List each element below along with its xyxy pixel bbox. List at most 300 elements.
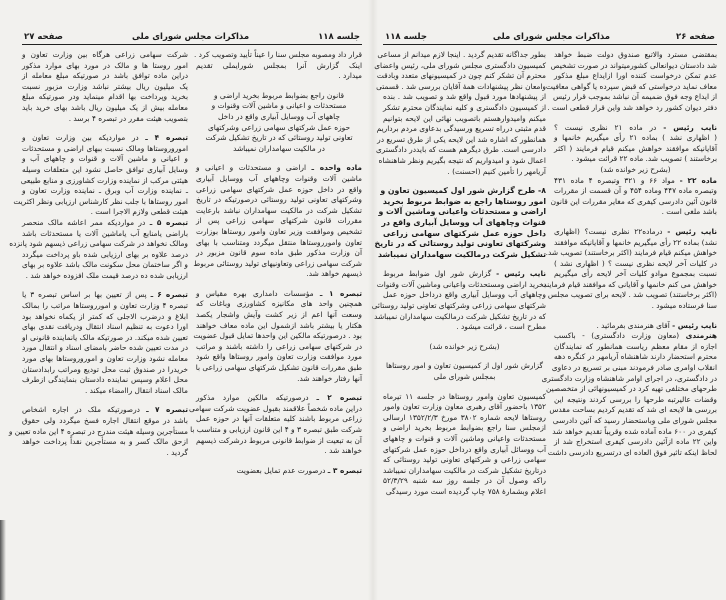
line-text: امور روستاها راجع به ضوابط مربوط بخرید [382,196,546,206]
text-line [545,81,717,93]
paragraph-lead: نایب رئیس - [496,269,546,279]
header-session: جلسه ۱۱۸ [385,32,427,42]
line-text: آریامهر را تأمین کنیم (احسنت) . [447,166,546,176]
text-line [196,91,362,102]
text-line [376,124,546,135]
text-line [196,123,362,134]
line-text: وشرکتهای تعاونی تولید روستائی درصورتیکه در تاریخ [196,195,362,205]
text-line [549,405,717,416]
text-line [196,163,362,174]
line-text: ارزیابی شده ده درصد قیمت ملک افزوده خواهد شد . [25,270,188,280]
line-text: زراعی مربوط باشند کلیه متعلقات آنها در حوزه عمل [196,414,362,424]
body-paragraph [8,405,188,458]
line-text: وسعت آنها اعم از زیر کشت وآیش واشجار یکصد [196,310,362,320]
text-line [22,343,188,354]
paragraph-lead: نایب رئیس - [672,320,717,330]
text-line [377,134,546,146]
line-text: اراضی و مستحدثات و اعیانی و [196,163,307,173]
text-line [554,331,717,342]
text-line [383,466,546,477]
page-26 [371,30,717,498]
text-line [383,455,546,466]
line-text: از ایداع وجه فوق ضمیمه آن نباشد بموجب قرار رئیس [553,92,717,102]
text-line [383,476,546,487]
column-left [8,50,188,476]
text-line [22,186,188,197]
text-line [383,372,546,383]
line-text: از کمیسیون دادگستری و کلیه نمایندگان محترم تشکر [383,102,546,112]
text-line [554,342,717,353]
column-right [189,50,362,476]
line-text: درصد علاوه بر بهای ارزیابی شده باو پرداخت میگردد [22,249,188,259]
body-paragraph [9,217,188,282]
line-text: همچنین واحد های مکانیزه کشاورزی وباغات که [196,299,362,309]
text-line [554,269,717,280]
line-text: کیفری در ۶۰۰ ماده آماده شده وقریباً تقدیم خواهد شد [552,426,717,436]
center-paragraph [554,165,717,176]
text-line [554,71,717,82]
text-line [550,196,717,208]
text-line [383,434,546,445]
line-text: وتبصره ماده ۴۴۷ وماده ۴۵۴ و آن قسمت از مقررات [554,186,717,196]
text-line [196,206,362,217]
text-line [383,392,546,403]
paragraph-lead: ماده واحده ـ [311,163,362,173]
text-line [22,61,188,72]
line-text: اورا دعوت به تنظیم اسناد انتقال ودریافت نقدی بهای [22,322,188,332]
text-line [22,405,188,416]
line-text: امور روستاها با جلب نظر کارشناس ارزیابی ونظر اکثریت [13,196,188,206]
text-line [547,290,717,301]
text-line [371,301,546,312]
body-paragraph [193,50,362,82]
line-text: بخرید وپرداخت بها اقدام مینماید ودر صورتیکه مبلغ [22,92,188,102]
line-text: اجازه از مقام معظم ریاست همانطور که نمایندگان [554,341,717,351]
line-text: قنوات وچاههای آب ووسایل آبیاری واقع در [381,217,546,227]
line-text: شرکتهای سهامی زراعی وشرکتهای تعاونی تولید روستائی [371,301,546,311]
body-paragraph [371,269,546,333]
line-text: محترم آن تشکر کنم چون در کمیسیونهای متعدد وبادقت [376,71,546,81]
text-line [551,363,717,374]
text-line [376,71,546,82]
line-text: ازمجلس سنا راجع بضوابط مربوط بخرید اراضی و [383,423,546,433]
header-page-number: صفحه ۲۷ [24,32,63,42]
line-text: بررسی ها لایحه ای شد که تقدیم کردیم بساحت مقدس [549,405,717,415]
line-text: ومالک نخواهد در شرکت سهامی زراعی ذیسهم شود پانزده [9,239,188,249]
line-text: حوزه عمل شرکتهای سهامی زراعی وشرکتهای [207,122,351,132]
body-paragraph [196,466,362,477]
line-text: در شرکتهای سهامی زراعی را داشته باشند و مراتب [196,341,362,351]
paragraph-lead: تبصره ۶ ـ [150,290,188,300]
text-line [22,176,188,187]
text-line [22,365,188,376]
text-line [383,342,546,353]
line-text: هیئت قطعی ولازم الاجرا است . [90,207,188,217]
header-title: مذاکرات مجلس شورای ملی [492,32,611,42]
text-line [545,248,717,259]
line-text: هیئتی مرکب از نماینده وزارت کشاورزی و منابع طبیعی [20,175,188,185]
line-text: دادرسی است. طرق دیگرهم هست که بایددر دادگستری [375,145,546,155]
body-paragraph [374,50,546,177]
text-line [22,92,188,103]
text-line [554,50,717,61]
text-line [196,71,362,82]
text-line [196,195,362,206]
line-text: مستحدثات و اعیانی و ماشین آلات وقنوات و [211,101,347,111]
line-text: ـ نماینده وزارت آب وبرق ـ نماینده وزارت تعاون و [22,186,188,196]
text-line [554,321,717,332]
line-text: وامعان نظر پیشنهادات همهٔ آقایان بررسی شد . قسمتی [376,81,546,91]
line-text: قانون راجع بضوابط مربوط بخرید اراضی و [214,90,344,100]
line-text: معامله بیش از یک میلیون ریال باشد بهای خرید باید [22,102,188,112]
text-line [196,269,362,280]
line-text: وچاههای آب ووسایل آبیاری واقع درداخل حوزه عمل [383,290,546,300]
text-line [383,218,546,229]
text-line [196,342,362,353]
text-line [554,301,717,312]
line-text: در مالکیت سهامداران نمیباشد [233,143,325,153]
text-line [383,322,546,333]
line-text: در مواردیکه ممر اعاشه مالک منحصر [22,217,146,227]
line-text: تعیین شده میکند. در صورتیکه مالک یانماینده قانونی او [22,332,188,342]
body-paragraph [541,331,717,458]
line-text: (بشرح زیر خوانده شد) [600,164,671,174]
line-text: بود . درصورتیکه مالکین این واحدها تمایل قبول عضویت [193,331,362,341]
text-line [196,363,362,374]
line-text: معاف نماید درخواستی که قبض سپرده یا گواهی معافیت [545,81,717,91]
line-text: (معاون وزارت دادگستری) - باکسب [554,331,680,341]
text-line [554,227,717,238]
line-text: اموروروستاها ومالک نسبت ببهای اراضی و مستحدثات [22,143,188,153]
paragraph-lead: تبصره ۲ ـ [316,393,362,403]
center-paragraph [383,342,546,353]
text-line [13,196,188,208]
line-text: تشکیل شرکت درمالکیت سهامداران نمیباشد [377,249,546,259]
line-text: دفتر دیوان کشور رد خواهد شد واین قرار قطعی است . [547,102,717,112]
text-line [547,102,717,114]
paragraph-lead: تبصره ۳ ـ [327,465,362,475]
text-line [196,174,362,185]
text-line [22,301,188,312]
body-paragraph [22,50,188,124]
column-left [371,50,546,498]
text-line [554,186,717,197]
text-columns [371,50,717,498]
column-right [541,50,717,498]
line-text: قانون آئین دادرسی کیفری که مغایر مقررات این قانون [550,196,717,206]
text-line [376,81,546,93]
line-text: بمجلس شورای ملی [433,372,496,382]
text-line [196,248,362,259]
text-line [554,259,717,270]
line-text: هکتار یا بیشتر باشد ازشمول این ماده معاف خواهند [196,320,362,330]
line-text: پس از تعیین بها بر اساس تبصره ۳ یا [22,290,147,300]
line-text: شرکت سهامی زراعی وتعاونیهای تولید روستائی مربوط [193,258,362,268]
line-text: مجلس شورای ملی وباستحضار رسید که آئین دادرسی [552,416,717,425]
text-line [383,423,546,434]
text-line [554,207,717,218]
line-text: طبق مقررات قانون تشکیل شرکتهای سهامی زراعی با [195,363,362,373]
text-line [376,279,546,291]
text-line [196,61,362,72]
line-text: میدارد . [338,71,362,81]
text-line [374,239,546,250]
line-text: مستحدثات واعیانی وماشین آلات و قنوات و چاههای [383,434,546,443]
text-line [377,249,546,261]
text-line [196,238,362,249]
paragraph-lead: نایب رئیس - [663,122,717,132]
text-line [554,416,717,427]
text-line [196,393,362,404]
line-text: درتاریخ تشکیل شرکت در مالکیت سهامداران نمیباشد [383,465,546,475]
text-line [196,446,362,457]
body-paragraph [193,163,362,280]
line-text: اعلام وبشمارهٔ ۷۵۸ چاپ گردیده است مورد رسیدگی [385,486,546,496]
body-paragraph [554,321,717,332]
text-line [196,374,362,385]
text-line [383,167,546,178]
text-line [383,197,546,208]
text-line [22,114,188,125]
text-line [554,352,717,363]
line-text: امور روستا ها و مالک در مورد بهای موارد مذکور [22,60,188,70]
text-line [383,229,546,240]
center-paragraph [383,361,546,382]
text-line [196,112,362,123]
line-text: و اعیانی و ماشین آلات و قنوات و چاههای آب و [22,154,188,164]
page-27 [8,30,362,476]
line-text: تعاون وامورروستاها منتقل میگردد ومتناسب با بهای [196,237,362,247]
text-line [8,426,188,438]
line-text: نشد) بماده ۲۲ رأی میگیریم خانمها و آقایانیکه موافقند [554,237,717,247]
text-line [22,229,188,240]
text-line [374,60,546,72]
text-line [554,144,717,155]
text-line [22,144,188,155]
text-line [193,50,362,61]
line-text: محترم استحضار دارند شاهنشاه آریامهر در کنگره دهه [554,352,717,362]
text-line [554,395,717,406]
line-text: شرکت سهامی زراعی هرگاه بین وزارت تعاون و [22,50,188,59]
line-text: گزارش شور اول از کمیسیون تعاون و امور روستاها [385,361,544,371]
line-text: قرار داد ومصوبه مجلس سنا را عیناً تأیید وتصویب کرد . [193,50,362,59]
text-line [546,384,717,395]
line-text: راکه وصول آن در جلسه روز سه شنبه ۵۲/۳/۲۹ [383,476,546,486]
text-line [22,271,188,282]
text-line [554,133,717,144]
text-line [554,92,717,103]
line-text: خواهند شد . [324,446,362,456]
text-line [196,289,362,300]
line-text: باراضی یامنابع آب یاماشین آلات یا مستحدثات باشد [22,228,188,238]
header-session: جلسه ۱۱۸ [318,32,360,42]
line-text: مورد موافقت وزارت تعاون وامور روستاها واقع شود [196,352,362,362]
line-text: لحاظ اینکه تاثیر فوق العاده ای درتسریع دادرسی داشت [547,447,717,457]
line-text: اینک گزارش آنرا بمجلس شورایملی تقدیم [196,60,362,70]
line-text: وسایل آبیاری توافق حاصل نشود این متعلقات وسیله [22,164,188,174]
text-line [383,445,546,456]
text-line [383,413,546,424]
scan-binding-shadow [0,520,6,600]
line-text: ۸- طرح گزارش شور اول کمیسیون تعاون و [380,186,546,196]
line-text: معامله نشود وزارت تعاون و اموروروستاها بهای مورد [22,354,188,364]
line-text: در ماده ۲۱ نظری نیست ؟ [554,122,657,132]
line-text: تعاونی تولید روستائی که در تاریخ تشکیل شرکت [205,133,353,143]
body-paragraph [22,290,188,396]
line-text: (اکثر برخاستند) تصویب شد . لایحه برای تصویب مجلس [547,290,717,300]
text-line [22,312,188,323]
line-text: طرحهای مختلفی تهیه کرد در کمیسیونهائی از متخصصین [546,384,717,394]
line-text: ذیسهم خواهد شد. [306,269,362,279]
text-line [196,101,362,112]
body-paragraph [13,133,188,218]
line-text: عدم تمکن درخواست کننده اورا ازایداع مبلغ مذکور [554,71,717,81]
body-paragraph [554,123,717,165]
text-line [383,103,546,114]
text-line [22,218,188,229]
text-line [554,427,717,438]
line-text: خریدرا در صندوق ثبت محل تودیع ومراتب رابدادستان [22,364,188,374]
line-text: میکنم وامیدوارهستم باتصویب نهائی این لایحه بتوانیم [383,113,546,123]
text-line [22,103,188,114]
line-text: که در تاریخ تشکیل شرکت درمالکیت سهامداران نمیباشد [374,311,546,321]
header-title: مذاکرات مجلس شورای ملی [131,32,250,42]
text-line [196,436,362,447]
text-line [196,414,362,425]
line-text: از پیشنهادها مورد قبول واقع شد و تصویب شد . بنده [383,92,546,102]
line-text: در دادگستری، در اجرای اوامر شاهنشاه وزارت دادگستری [541,373,717,383]
line-text: نسبت بمجموع موادو کلیات آخر لایحه رأی میگیریم [554,269,717,279]
line-text: اراضی و مستحدثات واعیانی وماشین آلات و [378,207,546,217]
text-line [193,331,362,342]
text-line [374,311,546,323]
text-line [196,321,362,332]
text-line [22,82,188,93]
line-text: درصورت عدم تمایل بعضویت [236,465,326,475]
line-text: تشخیص وموافقت وزیر تعاون وامور روستاها بوزارت [196,226,362,236]
line-text: روستاها لایحه شماره ۳۸۰۲ مورخ ۱۳۵۲/۲/۳ ارسالی [383,412,546,422]
text-line [22,375,188,386]
line-text: برخاستند ) تصویب شد. ماده ۲۲ قرائت میشود . [571,154,717,164]
line-text: اعمال شود و امیدواریم که نتیجه بگیریم ونظر شاهنشاه [378,155,546,165]
paragraph-lead: تبصره ۵ ـ [149,217,188,227]
text-line [22,133,188,144]
text-line [377,50,546,61]
text-line [22,448,188,459]
line-text: آب ووسائل آبیاری واقع درداخل حوزه عمل شرکتهای [383,444,546,454]
line-text: مالک اسناد انتقال راامضاء میکند . [84,385,188,395]
text-line [22,154,188,165]
paragraph-lead: تبصره ۱ ـ [319,288,362,298]
text-line [378,207,546,218]
text-line [190,425,362,436]
line-text: دراین ماده توافق باشد در صورتیکه مبلغ معامله از [22,71,188,81]
paragraph-lead: تبصره ۷ ـ [146,405,188,415]
line-text: تبصره ۴ وزارت تعاون و امورروستاها مراتب را بمالک [22,301,188,311]
text-line [189,403,362,415]
line-text: واین ۲۲ ماده ازآئین دادرسی کیفری استخراج شد از [554,437,717,447]
text-line [193,258,362,270]
line-text: بمقتضی مسترد والاتبع صندوق دولت ضبط خواهد [554,50,717,59]
text-line [543,279,717,291]
line-text: قدم مثبتی درراه تسریع ورسیدگی بدعاوی مردم برداریم [376,124,546,134]
body-paragraph [383,392,546,498]
line-text: مطرح است ، قرائت میشود . [456,322,546,332]
page-header [383,30,717,45]
text-line [22,386,188,397]
text-line [375,145,546,156]
text-line [196,466,362,477]
heading-paragraph [374,186,546,260]
line-text: ۱۳۵۲ باحضور آقای رهبری معاون وزارت تعاون وامور [383,402,546,412]
text-line [196,216,362,227]
text-line [22,71,188,82]
text-line [383,92,546,103]
line-text: ماشین آلات وقنوات وچاههای آب ووسایل آبیاری [196,173,362,183]
line-text: تشکیل شرکت در مالکیت سهامداران نباشد بارعایت [196,205,362,215]
body-paragraph [550,175,717,218]
text-line [554,437,717,448]
text-line [383,114,546,125]
text-line [554,238,717,249]
body-paragraph [189,393,362,457]
text-line [383,402,546,413]
text-line [383,361,546,372]
line-text: شرکت طبق تبصره ۳ و ۴ این قانون ارزیابی و متناسب با [190,425,362,434]
line-text: باشد ملغی است . [661,207,717,217]
line-text: در مدت تعیین شده حاضر بامضای اسناد و انتقال مورد [22,343,188,353]
text-line [22,260,188,271]
line-text: ابلاغ و درضرب الاجلی که کمتر از یکماه نخواهد بود [22,311,188,321]
line-text: کمیسیون دادگستری مجلس شورای ملی، رئیس واعضای [374,60,546,70]
text-line [196,299,362,310]
text-line [22,333,188,344]
text-line [22,322,188,333]
text-line [383,269,546,280]
line-text: واقع در داخل حوزه عمل شرکتهای سهامی زراعی [196,184,362,194]
line-text: و اگر ساختمان محل سکونت مالک باشد علاوه بر بهای [22,260,188,270]
line-text: محل اعلام وسپس نماینده دادستان بنمایندگی ازطرف [22,375,188,385]
text-line [9,239,188,250]
text-line [22,416,188,427]
paragraph-lead: تبصره ۴ ـ [145,133,188,143]
line-text: مواد ۶۶ و ۳۲۱ وتبصره ۴ ماده ۴۳۱ [554,175,675,185]
text-line [196,227,362,238]
center-paragraph [196,91,362,155]
text-line [22,354,188,365]
line-text: مستأجرین وسیله هیئت مندرج در تبصره ۴ این ماده تعیین و [8,426,188,436]
text-line [196,133,362,144]
line-text: آقای هنرمندی بفرمائید . [596,320,670,330]
line-text: ازحق مالک کسر و به مستأجرین نقداً پرداخت خواهد [22,437,188,447]
line-text: بخرید اراضی ومستحدثات واعیانی وماشین آلات وقنوات [376,279,546,289]
line-text: انقلاب اوامری صادر فرمودند مبنی بر تسریع در دعاوی [551,363,717,373]
text-line [554,176,717,187]
line-text: شد دادستان دیوانعالی کشورمیتواند در صورت تشخیص [550,60,717,70]
body-paragraph [543,226,717,312]
line-text: آن به تبعیت از ضوابط قانونی مربوط درشرکت ذیسهم [196,435,362,445]
text-line [554,154,717,165]
text-line [196,310,362,321]
text-line [554,165,717,176]
line-text: وقضات عالیرتبه طرحها را بررسی کردند ونتیجه این [554,394,717,404]
paragraph-lead: ماده ۲۲ - [679,175,717,185]
line-text: گزارش شور اول ضوابط مربوط [383,269,492,279]
line-text: (بشرح زیر خوانده شد) [429,341,500,351]
text-line [196,185,362,196]
line-text: بتصویب هیئت مقرر در تبصره ۴ برسد . [68,113,188,123]
text-line [380,186,546,197]
